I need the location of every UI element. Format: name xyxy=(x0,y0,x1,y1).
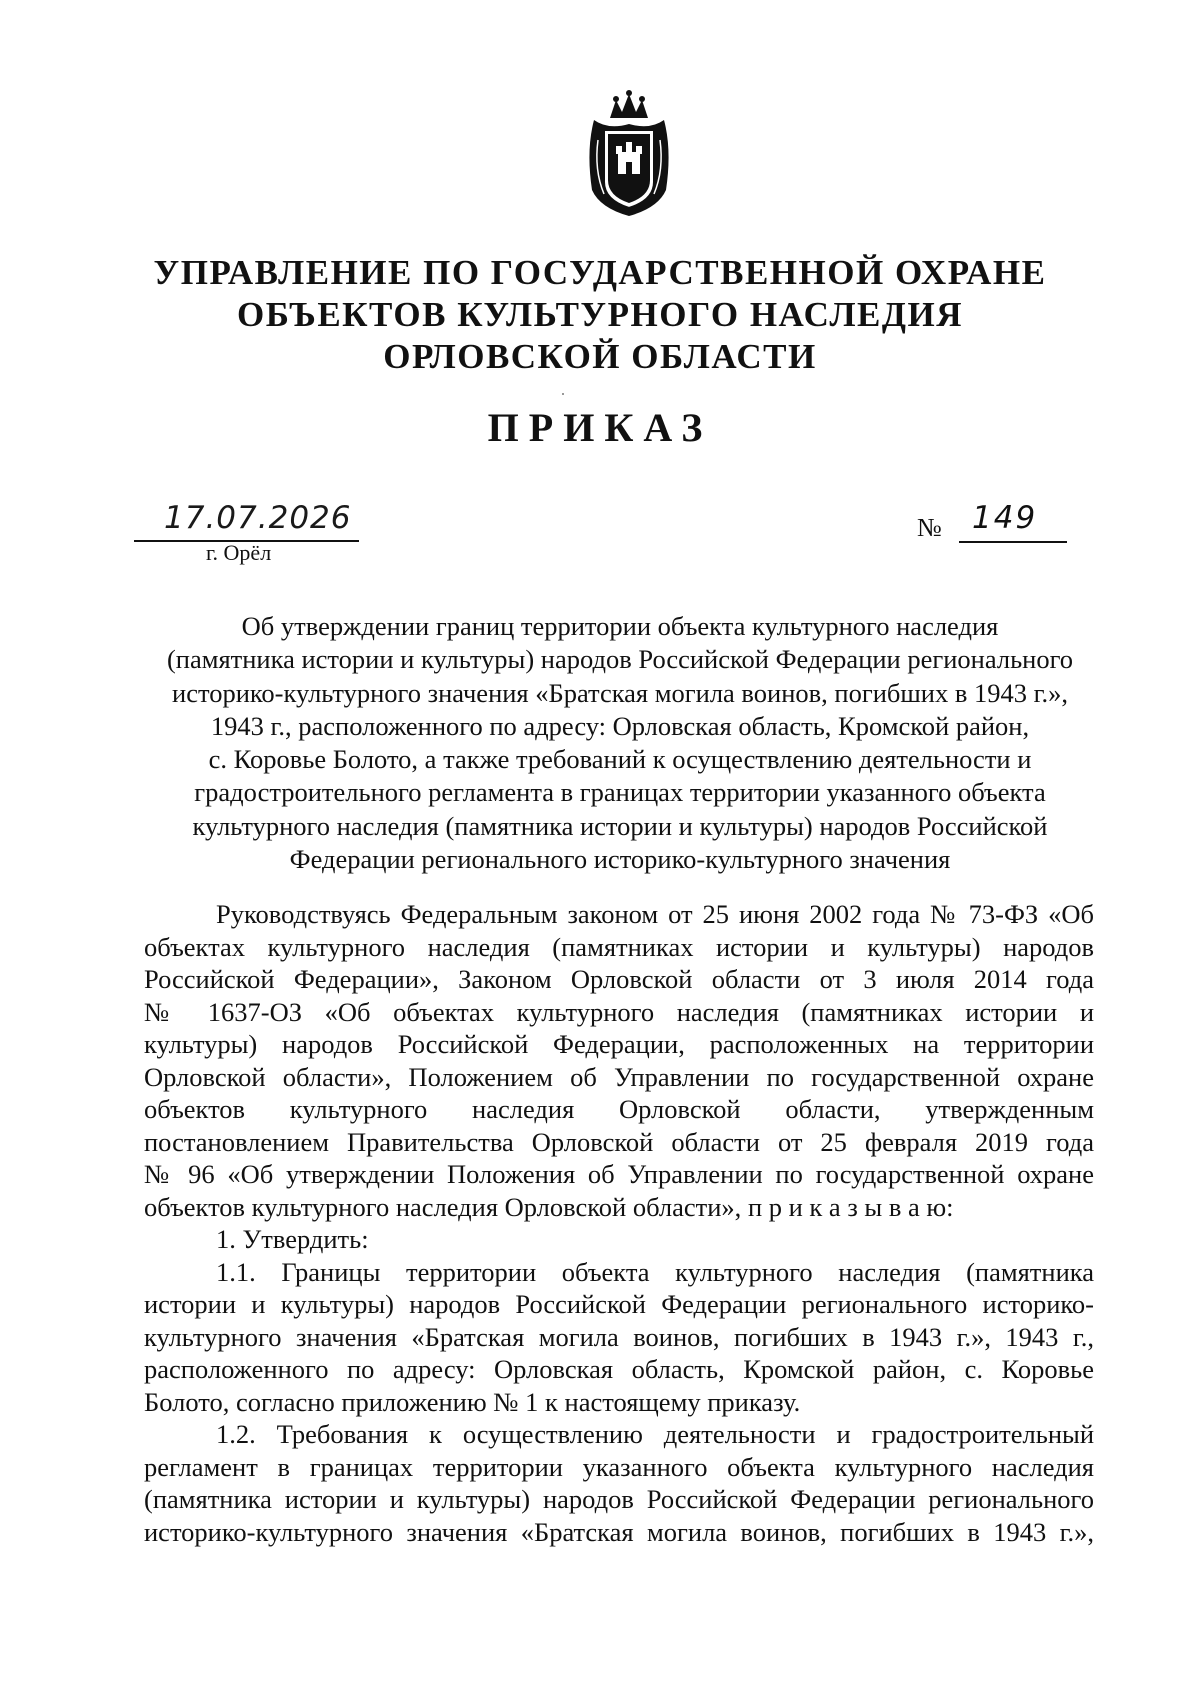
subject-line: (памятника истории и культуры) народов Российской Федерации регионального xyxy=(166,644,1074,675)
body-line: 1.1. Границы территории объекта культурного наследия (памятника xyxy=(216,1256,1094,1287)
coat-of-arms-emblem xyxy=(580,90,678,218)
body-line: расположенного по адресу: Орловская область, Кромской район, с. Коровье xyxy=(144,1354,1094,1384)
body-line: историко-культурного значения «Братская могила воинов, погибших в 1943 г.», xyxy=(144,1516,1094,1547)
subject-line: Об утверждении границ территории объекта культурного наследия xyxy=(241,611,999,641)
subject-line: 1943 г., расположенного по адресу: Орловская область, Кромской район, xyxy=(210,710,1030,741)
body-line: Российской Федерации», Законом Орловской области от 3 июля 2014 года xyxy=(144,964,1094,994)
org-title-line-3: ОРЛОВСКОЙ ОБЛАСТИ xyxy=(383,337,817,376)
body-line: Болото, согласно приложению № 1 к настоящему приказу. xyxy=(144,1386,801,1417)
number-sign: № xyxy=(917,513,942,542)
body-line-text: объектов культурного наследия Орловской области», xyxy=(144,1191,742,1222)
order-body xyxy=(144,898,1094,1548)
body-line: объектов культурного наследия Орловской области, утвержденным xyxy=(144,1094,1094,1124)
subject-line: градостроительного регламента в границах территории указанного объекта xyxy=(194,777,1046,808)
body-line: истории и культуры) народов Российской Федерации регионального историко- xyxy=(144,1289,1094,1319)
org-title-line-2: ОБЪЕКТОВ КУЛЬТУРНОГО НАСЛЕДИЯ xyxy=(237,295,963,334)
body-line: объектах культурного наследия (памятниках истории и культуры) народов xyxy=(144,931,1094,962)
handwritten-number: 149 xyxy=(972,500,1038,536)
body-line: № 1637-ОЗ «Об объектах культурного наследия (памятниках истории и xyxy=(144,996,1094,1027)
org-title-line-1: УПРАВЛЕНИЕ ПО ГОСУДАРСТВЕННОЙ ОХРАНЕ xyxy=(153,253,1047,292)
document-type-heading: ПРИКАЗ xyxy=(487,405,713,450)
body-line: регламент в границах территории указанного объекта культурного наследия xyxy=(144,1451,1094,1482)
order-verb: п р и к а з ы в а ю: xyxy=(747,1191,954,1222)
body-line: Орловской области», Положением об Управлении по государственной охране xyxy=(144,1061,1094,1092)
subject-line: историко-культурного значения «Братская могила воинов, погибших в 1943 г.», xyxy=(172,677,1068,708)
order-subject xyxy=(150,610,1090,876)
subject-line: с. Коровье Болото, а также требований к осуществлению деятельности и xyxy=(208,744,1032,775)
scan-speck xyxy=(562,393,564,395)
body-line: постановлением Правительства Орловской области от 25 февраля 2019 года xyxy=(144,1126,1094,1157)
subject-line: культурного наследия (памятника истории и культуры) народов Российской xyxy=(192,810,1048,841)
body-line: культурного значения «Братская могила воинов, погибших в 1943 г.», 1943 г., xyxy=(144,1321,1094,1352)
handwritten-date: 17.07.2026 xyxy=(164,500,352,536)
number-block xyxy=(917,500,1077,550)
body-line: (памятника истории и культуры) народов Российской Федерации регионального xyxy=(144,1484,1094,1514)
body-line: культуры) народов Российской Федерации, расположенных на территории xyxy=(144,1029,1094,1059)
body-line: 1.2. Требования к осуществлению деятельности и градостроительный xyxy=(216,1419,1094,1449)
city-label: г. Орёл xyxy=(206,540,272,565)
body-line: Руководствуясь Федеральным законом от 25 июня 2002 года № 73-ФЗ «Об xyxy=(216,899,1094,929)
body-line xyxy=(144,1191,1094,1224)
body-line: № 96 «Об утверждении Положения об Управлении по государственной охране xyxy=(144,1159,1094,1189)
subject-line: Федерации регионального историко-культурного значения xyxy=(289,844,951,875)
number-underline xyxy=(959,541,1067,543)
body-line: 1. Утвердить: xyxy=(216,1224,369,1254)
